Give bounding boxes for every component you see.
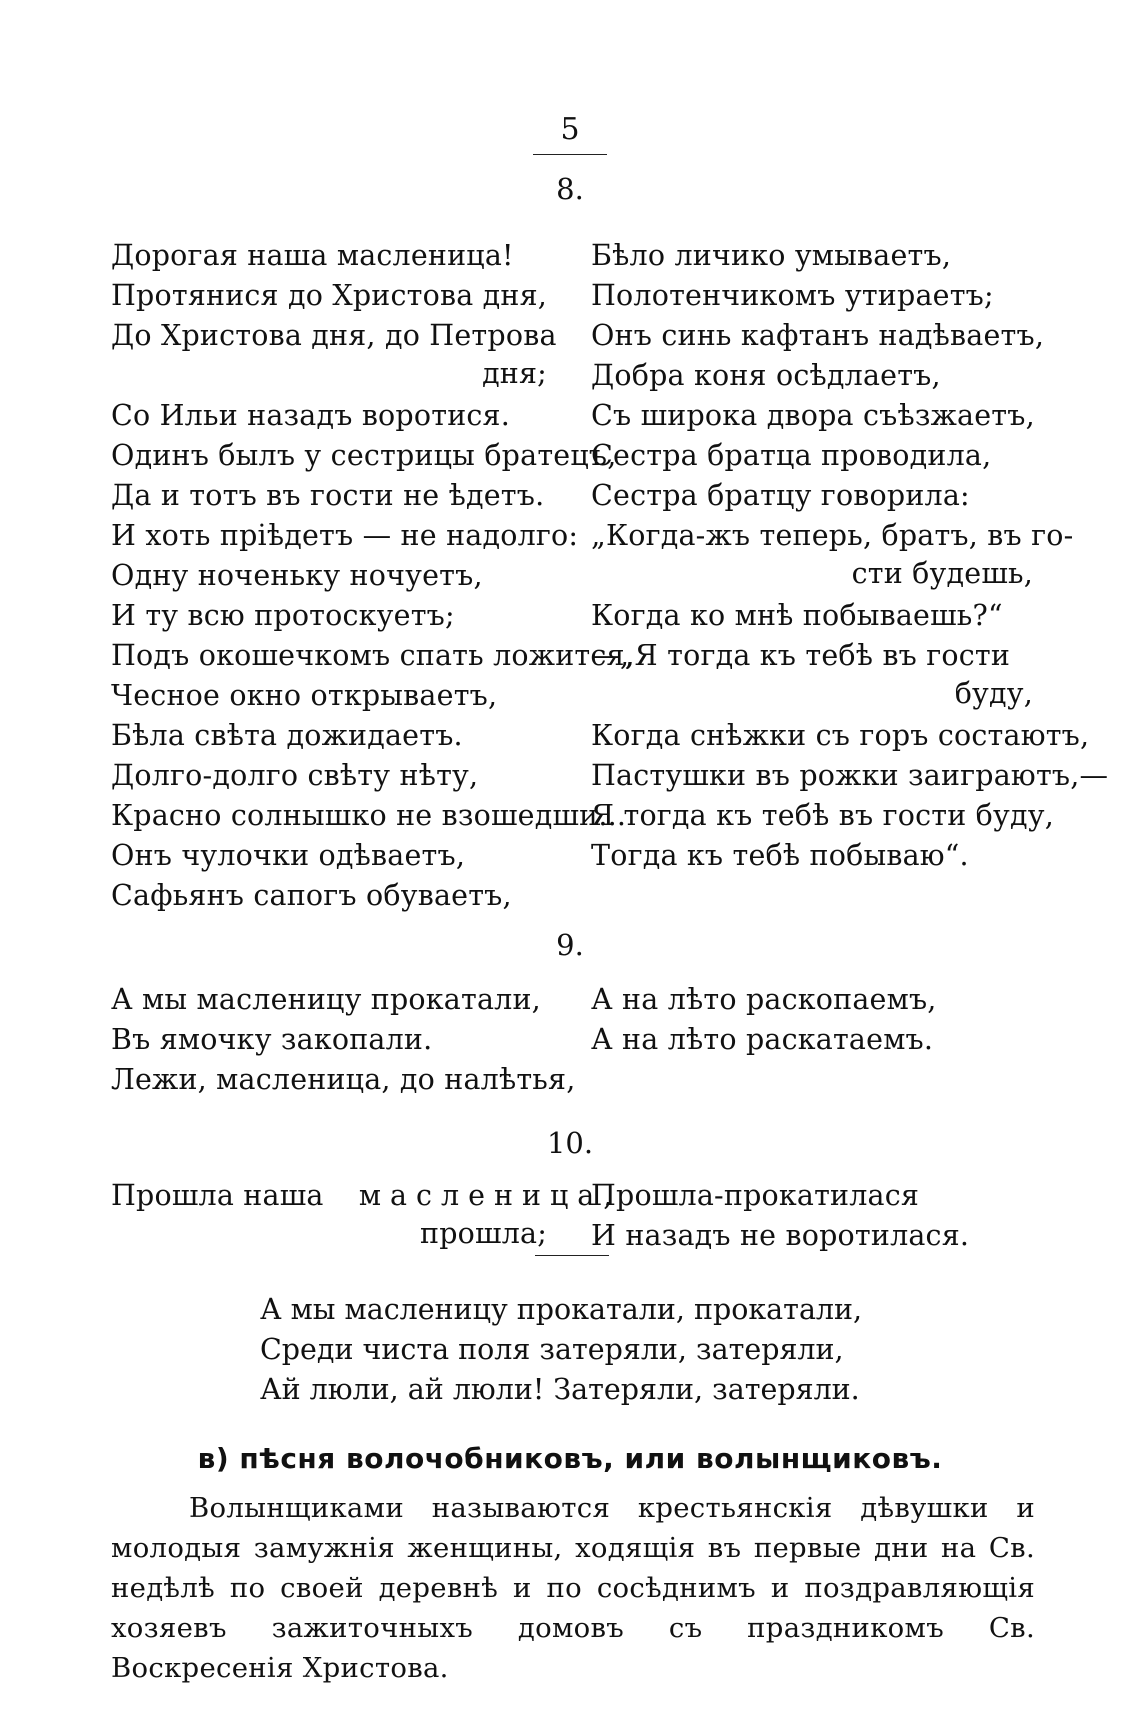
verse-line: Тогда къ тебѣ побываю“. <box>591 839 969 872</box>
verse-line-text: Прошла наша <box>111 1179 324 1212</box>
verse-line: И хоть пріѣдетъ — не надолго: <box>111 519 579 552</box>
verse-line: Подъ окошечкомъ спать ложится, <box>111 639 634 672</box>
verse-line <box>591 516 1074 596</box>
verse-line: И назадъ не воротилася. <box>591 1219 970 1252</box>
verse-line-spaced-word: масленица, <box>358 1179 622 1212</box>
song-number-8: 8. <box>556 172 584 206</box>
verse-line: Я тогда къ тебѣ въ гости буду, <box>591 799 1054 832</box>
section-heading: в) пѣсня волочобниковъ, или волынщиковъ. <box>197 1442 943 1475</box>
verse-line <box>111 1176 622 1256</box>
verse-line-continuation: сти будешь, <box>851 557 1033 590</box>
verse-line <box>591 636 1033 716</box>
verse-line: А на лѣто раскатаемъ. <box>591 1023 934 1056</box>
verse-line-text: —„Я тогда къ тебѣ въ гости <box>591 639 1011 672</box>
verse-line: Бѣла свѣта дожидаетъ. <box>111 719 463 752</box>
refrain <box>260 1290 862 1410</box>
verse-line-text: До Христова дня, до Петрова <box>111 319 557 352</box>
verse-line: И ту всю протоскуетъ; <box>111 599 455 632</box>
verse-line-continuation: прошла; <box>420 1217 547 1250</box>
page-number: 5 <box>560 112 580 147</box>
verse-line: Съ широка двора съѣзжаетъ, <box>591 399 1035 432</box>
verse-line: Когда ко мнѣ побываешь?“ <box>591 599 1003 632</box>
verse-line: Одинъ былъ у сестрицы братецъ, <box>111 439 617 472</box>
song-8-left-column <box>111 236 634 916</box>
song-number-10: 10. <box>546 1126 594 1160</box>
verse-line: Лежи, масленица, до налѣтья, <box>111 1063 576 1096</box>
refrain-line: Ай люли, ай люли! Затеряли, затеряли. <box>260 1373 860 1406</box>
section-divider-rule <box>535 1255 609 1256</box>
verse-line: Долго-долго свѣту нѣту, <box>111 759 479 792</box>
verse-line: Дорогая наша масленица! <box>111 239 514 272</box>
verse-line: Сестра братца проводила, <box>591 439 992 472</box>
verse-line-continuation: буду, <box>954 677 1033 710</box>
verse-line <box>111 316 557 396</box>
verse-line: Сестра братцу говорила: <box>591 479 970 512</box>
verse-line: Когда снѣжки съ горъ состаютъ, <box>591 719 1090 752</box>
verse-line: Чесное окно открываетъ, <box>111 679 498 712</box>
song-9-left-column <box>111 980 576 1100</box>
song-10-right-column <box>591 1176 1033 1256</box>
verse-line: Пастушки въ рожки заиграютъ,— <box>591 759 1109 792</box>
verse-line: Красно солнышко не взошедши... <box>111 799 627 832</box>
verse-line: Со Ильи назадъ воротися. <box>111 399 510 432</box>
verse-line: Сафьянъ сапогъ обуваетъ, <box>111 879 512 912</box>
song-number-9: 9. <box>556 928 584 962</box>
verse-line: Прошла-прокатилася <box>591 1179 920 1212</box>
song-10-left-column <box>111 1176 622 1256</box>
verse-line: А мы масленицу прокатали, <box>111 983 541 1016</box>
verse-line-text: „Когда-жъ теперь, братъ, въ го- <box>591 519 1074 552</box>
verse-line: Протянися до Христова дня, <box>111 279 548 312</box>
verse-line: А на лѣто раскопаемъ, <box>591 983 937 1016</box>
verse-line: Бѣло личико умываетъ, <box>591 239 952 272</box>
verse-line: Онъ синь кафтанъ надѣваетъ, <box>591 319 1045 352</box>
refrain-line: Среди чиста поля затеряли, затеряли, <box>260 1333 844 1366</box>
verse-line: Добра коня осѣдлаетъ, <box>591 359 941 392</box>
page-number-rule <box>533 154 607 155</box>
section-paragraph: Волынщиками называются крестьянскія дѣвушки и молодыя замужнія женщины, ходящія въ первые дни на Св. недѣлѣ по своей деревнѣ и по сосѣднимъ и поздравляющія хозяевъ зажиточныхъ домовъ съ праздникомъ Св. Воскресенія Христова. <box>111 1492 1035 1684</box>
verse-line-continuation: дня; <box>482 357 547 390</box>
song-8-right-column <box>591 236 1109 876</box>
verse-line: Полотенчикомъ утираетъ; <box>591 279 994 312</box>
verse-line: Въ ямочку закопали. <box>111 1023 433 1056</box>
song-9-right-column <box>591 980 1033 1060</box>
refrain-line: А мы масленицу прокатали, прокатали, <box>260 1293 863 1326</box>
verse-line: Одну ноченьку ночуетъ, <box>111 559 483 592</box>
verse-line: Онъ чулочки одѣваетъ, <box>111 839 466 872</box>
verse-line: Да и тотъ въ гости не ѣдетъ. <box>111 479 545 512</box>
